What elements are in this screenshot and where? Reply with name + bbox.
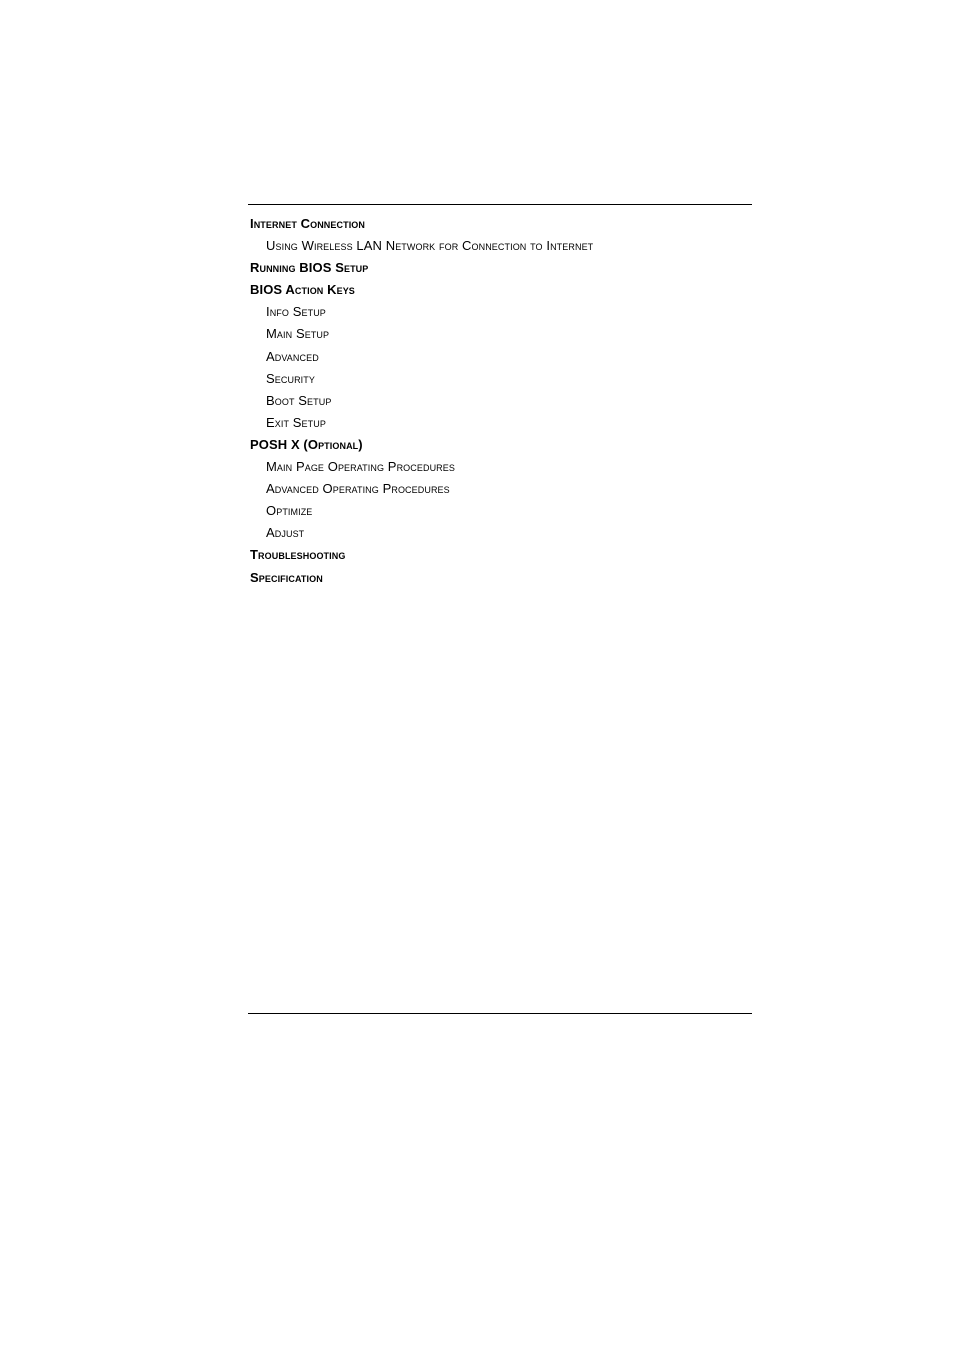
toc-entry-main-page-operating-procedures[interactable]: Main Page Operating Procedures: [266, 459, 455, 475]
footer-rule: [248, 1013, 752, 1014]
toc-entry-adjust[interactable]: Adjust: [266, 525, 305, 541]
toc-entry-troubleshooting[interactable]: Troubleshooting: [250, 547, 346, 563]
toc-entry-wireless-lan[interactable]: Using Wireless LAN Network for Connection to Internet: [266, 238, 594, 254]
toc-entry-running-bios-setup[interactable]: Running BIOS Setup: [250, 260, 369, 276]
header-rule: [248, 204, 752, 205]
table-of-contents: [250, 213, 750, 589]
toc-entry-main-setup[interactable]: Main Setup: [266, 326, 330, 342]
toc-entry-specification[interactable]: Specification: [250, 569, 323, 585]
toc-entry-bios-action-keys[interactable]: BIOS Action Keys: [250, 282, 355, 298]
toc-entry-info-setup[interactable]: Info Setup: [266, 304, 326, 320]
toc-entry-security[interactable]: Security: [266, 370, 315, 386]
toc-entry-internet-connection[interactable]: Internet Connection: [250, 216, 366, 231]
toc-entry-boot-setup[interactable]: Boot Setup: [266, 392, 332, 408]
toc-entry-advanced[interactable]: Advanced: [266, 348, 319, 364]
toc-entry-posh-x[interactable]: POSH X (Optional): [250, 436, 363, 452]
toc-entry-advanced-operating-procedures[interactable]: Advanced Operating Procedures: [266, 481, 450, 497]
toc-entry-exit-setup[interactable]: Exit Setup: [266, 414, 326, 430]
toc-entry-optimize[interactable]: Optimize: [266, 503, 313, 519]
